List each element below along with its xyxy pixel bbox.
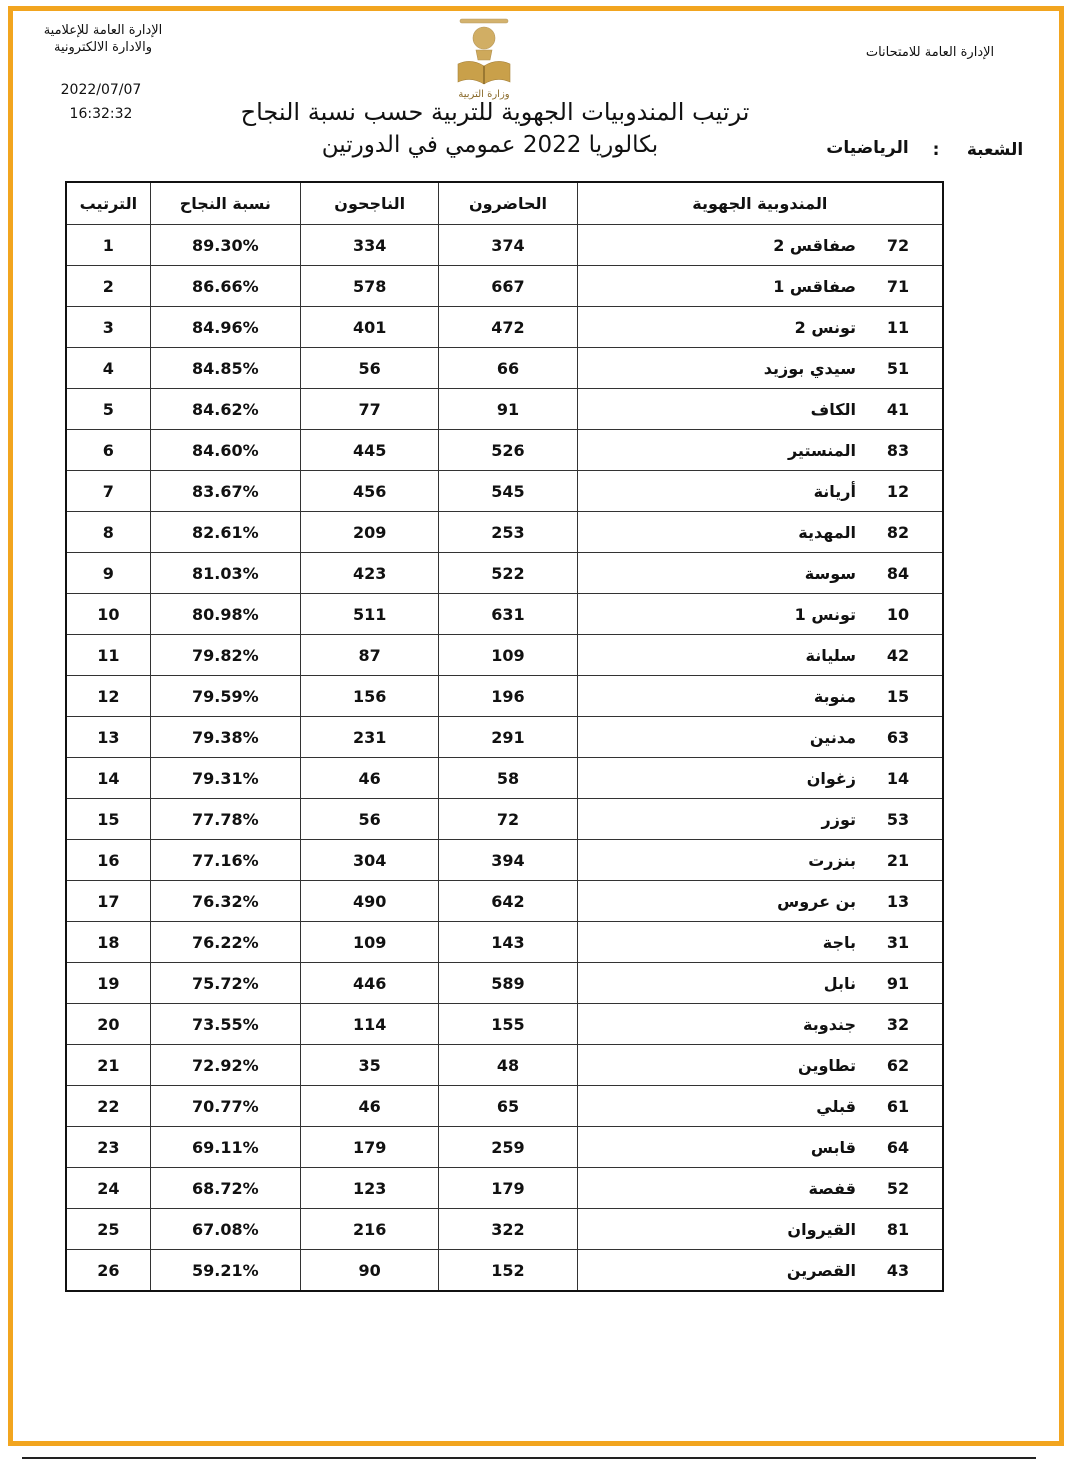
rate-cell: 77.78% bbox=[150, 799, 300, 840]
region-name: القيروان bbox=[787, 1219, 856, 1239]
table-row bbox=[66, 1250, 943, 1292]
rate-cell: 86.66% bbox=[150, 266, 300, 307]
region-name: صفاقس 1 bbox=[773, 276, 856, 296]
results-table bbox=[65, 181, 944, 1292]
table-row bbox=[66, 471, 943, 512]
rank-cell: 21 bbox=[66, 1045, 150, 1086]
region-code: 21 bbox=[886, 850, 910, 870]
region-code: 41 bbox=[886, 399, 910, 419]
region-name: توزر bbox=[821, 809, 856, 829]
table-row bbox=[66, 881, 943, 922]
region-cell bbox=[577, 1127, 943, 1168]
rank-cell: 6 bbox=[66, 430, 150, 471]
rank-cell: 1 bbox=[66, 225, 150, 266]
right-header: الإدارة العامة للامتحانات bbox=[865, 45, 995, 60]
passed-cell: 578 bbox=[301, 266, 439, 307]
passed-cell: 56 bbox=[301, 348, 439, 389]
branch-label: الشعبة bbox=[966, 140, 1024, 160]
region-name: تونس 2 bbox=[794, 317, 856, 337]
left-header-line2: والادارة الالكترونية bbox=[54, 40, 152, 55]
region-name: تطاوين bbox=[798, 1055, 856, 1075]
passed-cell: 401 bbox=[301, 307, 439, 348]
region-name: قابس bbox=[810, 1137, 856, 1157]
region-code: 32 bbox=[886, 1014, 910, 1034]
table-row bbox=[66, 594, 943, 635]
present-cell: 322 bbox=[439, 1209, 577, 1250]
table-row bbox=[66, 717, 943, 758]
col-header-passed: الناجحون bbox=[301, 182, 439, 225]
region-cell bbox=[577, 348, 943, 389]
region-cell bbox=[577, 840, 943, 881]
present-cell: 66 bbox=[439, 348, 577, 389]
rank-cell: 7 bbox=[66, 471, 150, 512]
rate-cell: 79.82% bbox=[150, 635, 300, 676]
present-cell: 179 bbox=[439, 1168, 577, 1209]
rank-cell: 4 bbox=[66, 348, 150, 389]
passed-cell: 77 bbox=[301, 389, 439, 430]
table-row bbox=[66, 1086, 943, 1127]
table-row bbox=[66, 430, 943, 471]
region-cell bbox=[577, 512, 943, 553]
region-name: سيدي بوزيد bbox=[763, 358, 856, 378]
rank-cell: 3 bbox=[66, 307, 150, 348]
region-cell bbox=[577, 1250, 943, 1292]
region-name: صفاقس 2 bbox=[773, 235, 856, 255]
rate-cell: 82.61% bbox=[150, 512, 300, 553]
present-cell: 259 bbox=[439, 1127, 577, 1168]
region-name: زغوان bbox=[806, 768, 856, 788]
rank-cell: 8 bbox=[66, 512, 150, 553]
print-date: 2022/07/07 bbox=[60, 82, 142, 98]
region-name: قبلي bbox=[816, 1096, 856, 1116]
rank-cell: 24 bbox=[66, 1168, 150, 1209]
table-row bbox=[66, 635, 943, 676]
table-row bbox=[66, 1209, 943, 1250]
ministry-emblem-icon bbox=[446, 16, 522, 102]
branch-colon: : bbox=[932, 140, 940, 160]
rank-cell: 25 bbox=[66, 1209, 150, 1250]
col-header-rank: الترتيب bbox=[66, 182, 150, 225]
rank-cell: 19 bbox=[66, 963, 150, 1004]
region-name: بنزرت bbox=[808, 850, 856, 870]
rate-cell: 59.21% bbox=[150, 1250, 300, 1292]
present-cell: 48 bbox=[439, 1045, 577, 1086]
emblem-caption: وزارة التربية bbox=[458, 89, 510, 100]
passed-cell: 423 bbox=[301, 553, 439, 594]
passed-cell: 179 bbox=[301, 1127, 439, 1168]
region-code: 81 bbox=[886, 1219, 910, 1239]
rate-cell: 73.55% bbox=[150, 1004, 300, 1045]
rate-cell: 79.59% bbox=[150, 676, 300, 717]
table-row bbox=[66, 676, 943, 717]
region-name: منوبة bbox=[813, 686, 856, 706]
region-cell bbox=[577, 881, 943, 922]
region-name: سوسة bbox=[804, 563, 856, 583]
rate-cell: 75.72% bbox=[150, 963, 300, 1004]
present-cell: 522 bbox=[439, 553, 577, 594]
region-code: 10 bbox=[886, 604, 910, 624]
rate-cell: 80.98% bbox=[150, 594, 300, 635]
region-name: بن عروس bbox=[777, 891, 856, 911]
rate-cell: 79.38% bbox=[150, 717, 300, 758]
region-name: أريانة bbox=[813, 481, 856, 501]
passed-cell: 446 bbox=[301, 963, 439, 1004]
region-code: 62 bbox=[886, 1055, 910, 1075]
region-cell bbox=[577, 676, 943, 717]
rank-cell: 17 bbox=[66, 881, 150, 922]
region-code: 51 bbox=[886, 358, 910, 378]
table-row bbox=[66, 799, 943, 840]
present-cell: 374 bbox=[439, 225, 577, 266]
region-code: 53 bbox=[886, 809, 910, 829]
page-title: ترتيب المندوبيات الجهوية للتربية حسب نسبة النجاح bbox=[240, 98, 750, 126]
region-code: 12 bbox=[886, 481, 910, 501]
passed-cell: 156 bbox=[301, 676, 439, 717]
region-code: 52 bbox=[886, 1178, 910, 1198]
region-name: جندوبة bbox=[803, 1014, 856, 1034]
region-code: 82 bbox=[886, 522, 910, 542]
region-code: 91 bbox=[886, 973, 910, 993]
rank-cell: 12 bbox=[66, 676, 150, 717]
region-cell bbox=[577, 1004, 943, 1045]
region-cell bbox=[577, 1209, 943, 1250]
passed-cell: 56 bbox=[301, 799, 439, 840]
rank-cell: 11 bbox=[66, 635, 150, 676]
region-code: 43 bbox=[886, 1260, 910, 1280]
rank-cell: 20 bbox=[66, 1004, 150, 1045]
region-cell bbox=[577, 266, 943, 307]
rate-cell: 81.03% bbox=[150, 553, 300, 594]
region-cell bbox=[577, 635, 943, 676]
bottom-rule bbox=[22, 1457, 1036, 1459]
print-time: 16:32:32 bbox=[69, 106, 133, 122]
col-header-region: المندوبية الجهوية bbox=[577, 182, 943, 225]
present-cell: 631 bbox=[439, 594, 577, 635]
region-code: 11 bbox=[886, 317, 910, 337]
passed-cell: 46 bbox=[301, 1086, 439, 1127]
table-row bbox=[66, 512, 943, 553]
region-code: 83 bbox=[886, 440, 910, 460]
region-cell bbox=[577, 553, 943, 594]
rank-cell: 10 bbox=[66, 594, 150, 635]
passed-cell: 511 bbox=[301, 594, 439, 635]
region-name: سليانة bbox=[805, 645, 856, 665]
rank-cell: 14 bbox=[66, 758, 150, 799]
table-row bbox=[66, 307, 943, 348]
present-cell: 526 bbox=[439, 430, 577, 471]
passed-cell: 216 bbox=[301, 1209, 439, 1250]
region-cell bbox=[577, 717, 943, 758]
region-name: الكاف bbox=[810, 399, 856, 419]
table-row bbox=[66, 389, 943, 430]
region-cell bbox=[577, 1045, 943, 1086]
table-row bbox=[66, 266, 943, 307]
passed-cell: 87 bbox=[301, 635, 439, 676]
rate-cell: 84.85% bbox=[150, 348, 300, 389]
region-code: 63 bbox=[886, 727, 910, 747]
region-code: 84 bbox=[886, 563, 910, 583]
page-subtitle: بكالوريا 2022 عمومي في الدورتين bbox=[321, 132, 659, 158]
present-cell: 394 bbox=[439, 840, 577, 881]
passed-cell: 35 bbox=[301, 1045, 439, 1086]
present-cell: 155 bbox=[439, 1004, 577, 1045]
col-header-rate: نسبة النجاح bbox=[150, 182, 300, 225]
rank-cell: 22 bbox=[66, 1086, 150, 1127]
rate-cell: 79.31% bbox=[150, 758, 300, 799]
region-cell bbox=[577, 799, 943, 840]
rate-cell: 83.67% bbox=[150, 471, 300, 512]
rank-cell: 16 bbox=[66, 840, 150, 881]
region-cell bbox=[577, 1086, 943, 1127]
table-row bbox=[66, 922, 943, 963]
table-row bbox=[66, 553, 943, 594]
rate-cell: 84.62% bbox=[150, 389, 300, 430]
table-row bbox=[66, 1004, 943, 1045]
rank-cell: 26 bbox=[66, 1250, 150, 1292]
passed-cell: 231 bbox=[301, 717, 439, 758]
region-name: قفصة bbox=[808, 1178, 856, 1198]
table-row bbox=[66, 758, 943, 799]
present-cell: 253 bbox=[439, 512, 577, 553]
rate-cell: 84.60% bbox=[150, 430, 300, 471]
passed-cell: 445 bbox=[301, 430, 439, 471]
present-cell: 65 bbox=[439, 1086, 577, 1127]
rate-cell: 67.08% bbox=[150, 1209, 300, 1250]
region-code: 72 bbox=[886, 235, 910, 255]
branch-value: الرياضيات bbox=[826, 138, 909, 158]
region-cell bbox=[577, 471, 943, 512]
region-code: 14 bbox=[886, 768, 910, 788]
region-code: 31 bbox=[886, 932, 910, 952]
region-cell bbox=[577, 389, 943, 430]
region-cell bbox=[577, 307, 943, 348]
table-row bbox=[66, 1168, 943, 1209]
rate-cell: 68.72% bbox=[150, 1168, 300, 1209]
left-header bbox=[28, 22, 178, 56]
present-cell: 72 bbox=[439, 799, 577, 840]
rate-cell: 72.92% bbox=[150, 1045, 300, 1086]
rank-cell: 15 bbox=[66, 799, 150, 840]
present-cell: 109 bbox=[439, 635, 577, 676]
passed-cell: 46 bbox=[301, 758, 439, 799]
rank-cell: 13 bbox=[66, 717, 150, 758]
region-code: 61 bbox=[886, 1096, 910, 1116]
table-row bbox=[66, 225, 943, 266]
rank-cell: 5 bbox=[66, 389, 150, 430]
passed-cell: 490 bbox=[301, 881, 439, 922]
passed-cell: 456 bbox=[301, 471, 439, 512]
present-cell: 58 bbox=[439, 758, 577, 799]
table-row bbox=[66, 963, 943, 1004]
table-row bbox=[66, 840, 943, 881]
present-cell: 545 bbox=[439, 471, 577, 512]
region-cell bbox=[577, 963, 943, 1004]
region-cell bbox=[577, 430, 943, 471]
present-cell: 143 bbox=[439, 922, 577, 963]
region-name: القصرين bbox=[786, 1260, 856, 1280]
rank-cell: 18 bbox=[66, 922, 150, 963]
col-header-present: الحاضرون bbox=[439, 182, 577, 225]
region-cell bbox=[577, 758, 943, 799]
rank-cell: 9 bbox=[66, 553, 150, 594]
region-cell bbox=[577, 594, 943, 635]
passed-cell: 123 bbox=[301, 1168, 439, 1209]
present-cell: 642 bbox=[439, 881, 577, 922]
rate-cell: 70.77% bbox=[150, 1086, 300, 1127]
region-cell bbox=[577, 922, 943, 963]
present-cell: 472 bbox=[439, 307, 577, 348]
passed-cell: 109 bbox=[301, 922, 439, 963]
rate-cell: 84.96% bbox=[150, 307, 300, 348]
region-name: المنستير bbox=[787, 440, 856, 460]
region-name: تونس 1 bbox=[794, 604, 856, 624]
region-code: 15 bbox=[886, 686, 910, 706]
region-code: 42 bbox=[886, 645, 910, 665]
table-row bbox=[66, 1127, 943, 1168]
region-cell bbox=[577, 225, 943, 266]
rate-cell: 76.32% bbox=[150, 881, 300, 922]
passed-cell: 209 bbox=[301, 512, 439, 553]
present-cell: 589 bbox=[439, 963, 577, 1004]
region-name: المهدية bbox=[798, 522, 856, 542]
present-cell: 152 bbox=[439, 1250, 577, 1292]
region-code: 64 bbox=[886, 1137, 910, 1157]
rank-cell: 2 bbox=[66, 266, 150, 307]
region-code: 13 bbox=[886, 891, 910, 911]
passed-cell: 304 bbox=[301, 840, 439, 881]
passed-cell: 114 bbox=[301, 1004, 439, 1045]
present-cell: 291 bbox=[439, 717, 577, 758]
passed-cell: 90 bbox=[301, 1250, 439, 1292]
rate-cell: 89.30% bbox=[150, 225, 300, 266]
region-name: باجة bbox=[822, 932, 856, 952]
table-row bbox=[66, 348, 943, 389]
present-cell: 196 bbox=[439, 676, 577, 717]
rank-cell: 23 bbox=[66, 1127, 150, 1168]
table-header-row bbox=[66, 182, 943, 225]
rate-cell: 77.16% bbox=[150, 840, 300, 881]
passed-cell: 334 bbox=[301, 225, 439, 266]
rate-cell: 76.22% bbox=[150, 922, 300, 963]
present-cell: 667 bbox=[439, 266, 577, 307]
region-name: مدنين bbox=[809, 727, 856, 747]
present-cell: 91 bbox=[439, 389, 577, 430]
table-row bbox=[66, 1045, 943, 1086]
left-header-line1: الإدارة العامة للإعلامية bbox=[43, 23, 163, 38]
region-name: نابل bbox=[823, 973, 856, 993]
rate-cell: 69.11% bbox=[150, 1127, 300, 1168]
region-cell bbox=[577, 1168, 943, 1209]
region-code: 71 bbox=[886, 276, 910, 296]
